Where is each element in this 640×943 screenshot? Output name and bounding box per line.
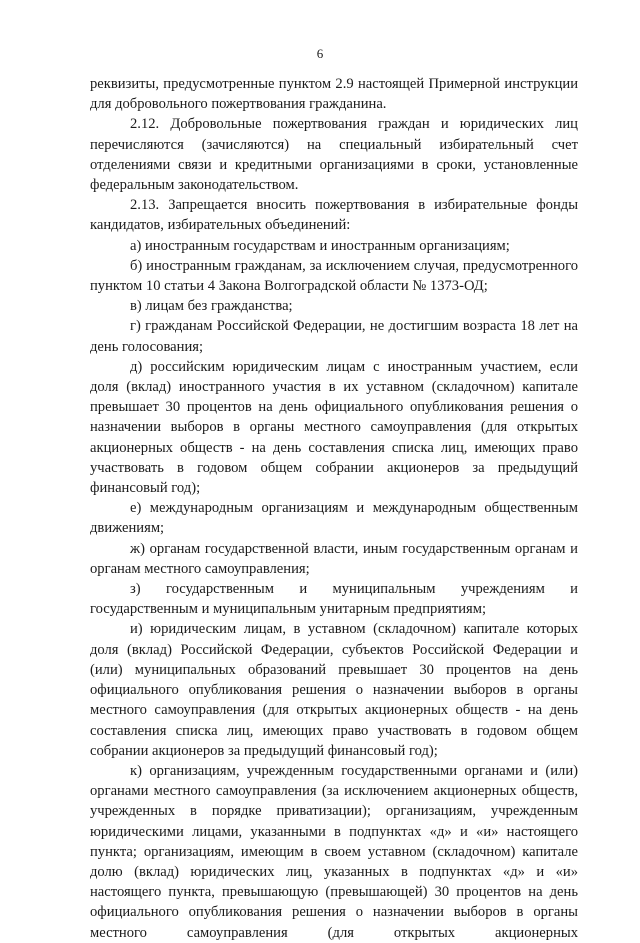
list-item-v: в) лицам без гражданства;	[130, 298, 293, 315]
page-number: 6	[316, 46, 324, 61]
list-item-g: г) гражданам Российской Федерации, не достигшим возраста 18 лет на день голосования;	[90, 318, 578, 355]
paragraph-2-12: 2.12. Добровольные пожертвования граждан и юридических лиц перечисляются (зачисляются) на специальный избирательный счет отделениями связи и кредитными организациями в сроки, установленные федеральным законодательством.	[90, 116, 578, 194]
list-item-i: и) юридическим лицам, в уставном (складочном) капитале которых доля (вклад) Российской Федерации, субъектов Российской Федерации и (или) муниципальных образований превышает 30 процентов на день официального опубликования решения о назначении выборов в органы местного самоуправления (для открытых акционерных обществ - на день составления списка лиц, имеющих право участвовать в годовом общем собрании акционеров за предыдущий финансовый год);	[90, 621, 578, 759]
list-item-k: к) организациям, учрежденным государственными органами и (или) органами местного самоуправления (за исключением акционерных обществ, учрежденных в порядке приватизации); организациям, учрежденным юридическими лицами, указанными в подпунктах «д» и «и» настоящего пункта; организациям, имеющим в своем уставном (складочном) капитале долю (вклад) юридических лиц, указанных в подпунктах «д» и «и» настоящего пункта, превышающую (превышающей) 30 процентов на день официального опубликования решения о назначении выборов в органы местного самоуправления (для открытых акционерных	[90, 762, 578, 941]
list-item-a: а) иностранным государствам и иностранным организациям;	[130, 237, 510, 254]
list-item-d: д) российским юридическим лицам с иностранным участием, если доля (вклад) иностранного участия в их уставном (складочном) капитале превышает 30 процентов на день официального опубликования решения о назначении выборов в органы местного самоуправления (для открытых акционерных обществ - на день составления списка лиц, имеющих право участвовать в годовом общем собрании акционеров за предыдущий финансовый год);	[90, 358, 578, 497]
list-item-b: б) иностранным гражданам, за исключением случая, предусмотренного пунктом 10 статьи 4 Закона Волгоградской области № 1373-ОД;	[90, 257, 578, 295]
list-item-e: е) международным организациям и международным общественным движениям;	[90, 500, 578, 537]
list-item-z: з) государственным и муниципальным учреждениям и государственным и муниципальным унитарным предприятиям;	[90, 581, 578, 618]
paragraph-2-13: 2.13. Запрещается вносить пожертвования в избирательные фонды кандидатов, избирательных объединений:	[90, 197, 578, 234]
paragraph-continuation: реквизиты, предусмотренные пунктом 2.9 настоящей Примерной инструкции для добровольного пожертвования гражданина.	[90, 76, 578, 113]
list-item-zh: ж) органам государственной власти, иным государственным органам и органам местного самоуправления;	[90, 540, 578, 577]
document-body	[90, 74, 578, 943]
